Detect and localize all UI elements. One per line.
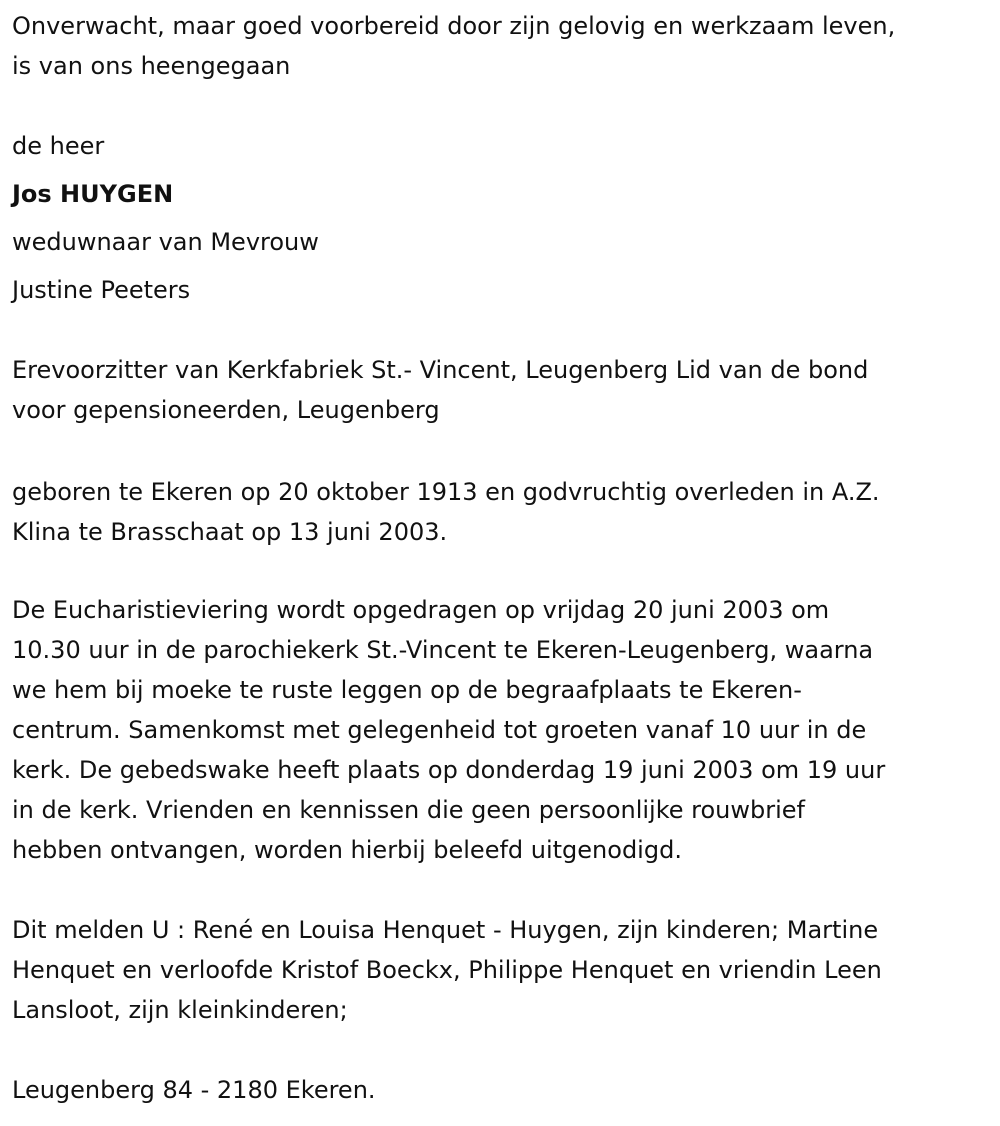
- spouse-name: Justine Peeters: [12, 276, 191, 304]
- service-text: De Eucharistieviering wordt opgedragen op vrijdag 20 juni 2003 om 10.30 uur in de parochiekerk St.-Vincent te Ekeren-Leugenberg, waarna we hem bij moeke te ruste leggen op de begraafplaats te Ekeren- centrum. Samenkomst met gelegenheid tot groeten vanaf 10 uur in de kerk. De gebedswake heeft plaats op donderdag 19 juni 2003 om 19 uur in de kerk. Vrienden en kennissen die geen persoonlijke rouwbrief hebben ontvangen, worden hierbij beleefd uitgenodigd.: [12, 596, 886, 864]
- roles-text: Erevoorzitter van Kerkfabriek St.- Vincent, Leugenberg Lid van de bond voor gepensioneerden, Leugenberg: [12, 356, 869, 424]
- intro-text: Onverwacht, maar goed voorbereid door zijn gelovig en werkzaam leven, is van ons heengegaan: [12, 12, 896, 80]
- address-text: Leugenberg 84 - 2180 Ekeren.: [12, 1076, 376, 1104]
- honorific: de heer: [12, 132, 105, 160]
- deceased-name: Jos HUYGEN: [12, 180, 174, 208]
- birth-death-text: geboren te Ekeren op 20 oktober 1913 en godvruchtig overleden in A.Z. Klina te Brasschaat op 13 juni 2003.: [12, 478, 880, 546]
- widower-of-text: weduwnaar van Mevrouw: [12, 228, 319, 256]
- family-text: Dit melden U : René en Louisa Henquet - Huygen, zijn kinderen; Martine Henquet en verloofde Kristof Boeckx, Philippe Henquet en vriendin Leen Lansloot, zijn kleinkinderen;: [12, 916, 882, 1024]
